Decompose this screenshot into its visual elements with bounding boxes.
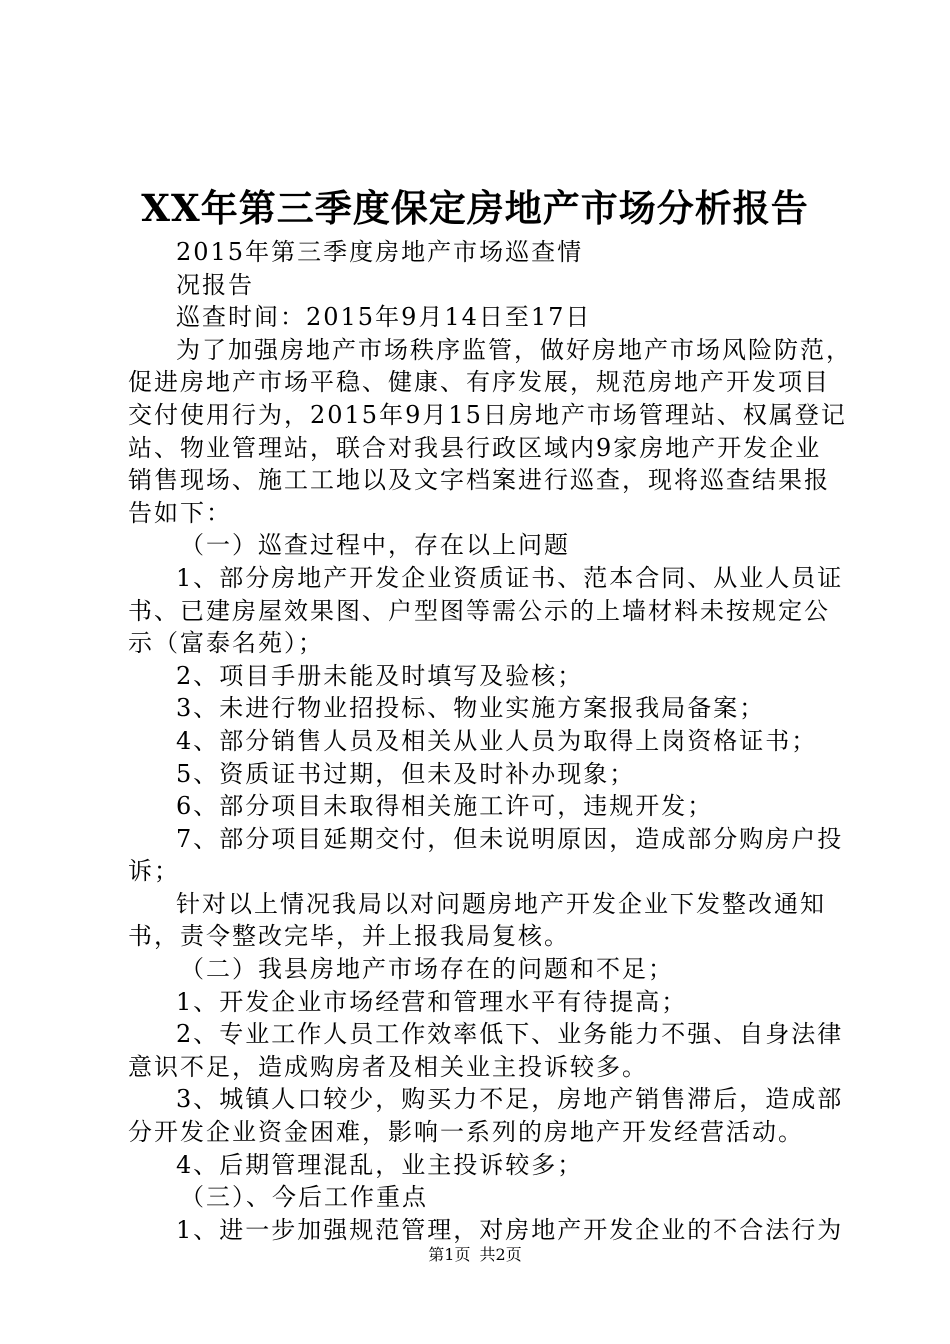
list-item-line: 1、进一步加强规范管理，对房地产开发企业的不合法行为 <box>176 1215 844 1244</box>
paragraph-line: 交付使用行为，2015年9月15日房地产市场管理站、权属登记 <box>128 400 847 429</box>
subtitle-line-2: 况报告 <box>176 270 254 299</box>
list-item-line: 2、项目手册未能及时填写及验核； <box>176 661 584 690</box>
paragraph-line: 告如下： <box>128 498 232 527</box>
list-item-line: 1、开发企业市场经营和管理水平有待提高； <box>176 987 688 1016</box>
list-item-line: 诉； <box>128 857 180 886</box>
list-item-line: 书、已建房屋效果图、户型图等需公示的上墙材料未按规定公 <box>128 596 830 625</box>
list-item-line: 6、部分项目未取得相关施工许可，违规开发； <box>176 792 714 821</box>
page-number: 第1页 <box>428 1245 471 1264</box>
section-heading-3: （三）、今后工作重点 <box>180 1183 428 1212</box>
list-item-line: 示（富泰名苑）； <box>128 629 324 658</box>
paragraph-line: 书，责令整改完毕，并上报我局复核。 <box>128 922 570 951</box>
list-item-line: 5、资质证书过期，但未及时补办现象； <box>176 759 636 788</box>
section-heading-1: （一）巡查过程中，存在以上问题 <box>180 531 570 560</box>
document-title: XX年第三季度保定房地产市场分析报告 <box>141 186 809 230</box>
list-item-line: 7、部分项目延期交付，但未说明原因，造成部分购房户投 <box>176 824 844 853</box>
list-item-line: 意识不足，造成购房者及相关业主投诉较多。 <box>128 1052 648 1081</box>
list-item-line: 1、部分房地产开发企业资质证书、范本合同、从业人员证 <box>176 563 844 592</box>
subtitle-line-1: 2015年第三季度房地产市场巡查情 <box>176 238 584 266</box>
list-item-line: 3、未进行物业招投标、物业实施方案报我局备案； <box>176 694 766 723</box>
paragraph-line: 针对以上情况我局以对问题房地产开发企业下发整改通知 <box>176 889 826 918</box>
list-item-line: 4、部分销售人员及相关从业人员为取得上岗资格证书； <box>176 726 818 755</box>
list-item-line: 3、城镇人口较少，购买力不足，房地产销售滞后，造成部 <box>176 1085 844 1114</box>
inspection-time: 巡查时间：2015年9月14日至17日 <box>176 303 592 332</box>
section-heading-2: （二）我县房地产市场存在的问题和不足； <box>180 955 674 984</box>
list-item-line: 分开发企业资金困难，影响一系列的房地产开发经营活动。 <box>128 1118 804 1147</box>
paragraph-line: 站、物业管理站，联合对我县行政区域内9家房地产开发企业 <box>128 433 822 462</box>
paragraph-line: 销售现场、施工工地以及文字档案进行巡查，现将巡查结果报 <box>128 466 830 495</box>
paragraph-line: 促进房地产市场平稳、健康、有序发展，规范房地产开发项目 <box>128 368 830 397</box>
paragraph-line: 为了加强房地产市场秩序监管，做好房地产市场风险防范， <box>176 335 852 364</box>
page-total: 共2页 <box>479 1245 522 1264</box>
page-footer <box>0 1244 950 1266</box>
list-item-line: 4、后期管理混乱，业主投诉较多； <box>176 1150 584 1179</box>
document-body <box>128 236 852 1246</box>
list-item-line: 2、专业工作人员工作效率低下、业务能力不强、自身法律 <box>176 1020 844 1049</box>
